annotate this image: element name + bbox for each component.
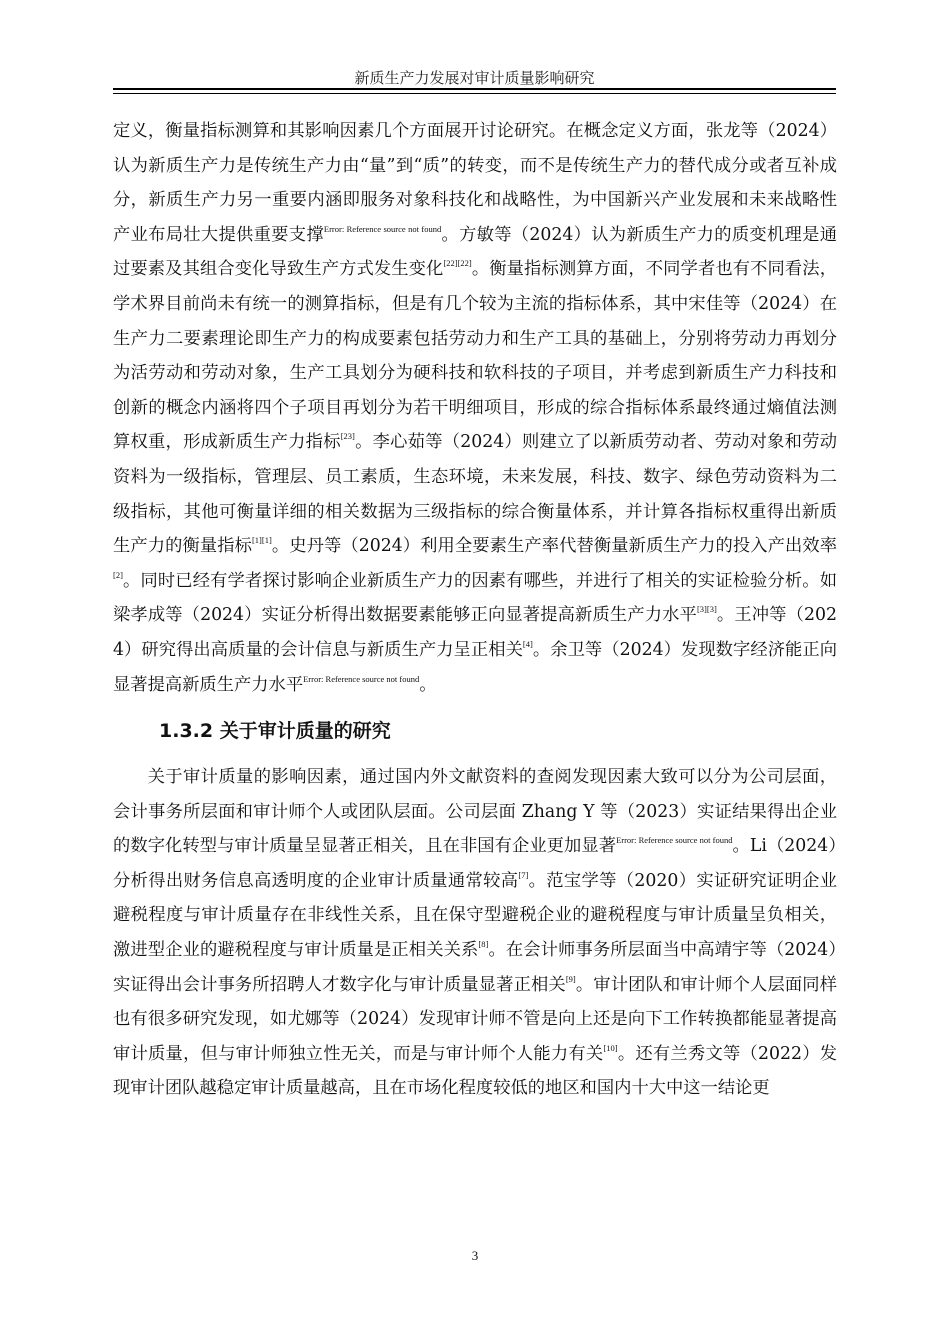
citation-error: Error: Reference source not found (616, 835, 733, 846)
citation: [22][22] (443, 258, 472, 269)
paragraph-concept-measurement (113, 114, 837, 702)
body-text (113, 114, 837, 1106)
citation: [1][1] (251, 535, 272, 546)
text-run: 。李心茹等（2024）则建立了以新质劳动者、劳动对象和劳动资料为一级指标，管理层、员工素质，生态环境，未来发展，科技、数字、绿色劳动资料为二级指标，其他可衡量详细的相关数据为三级指标的综合衡量体系，并计算各指标权重得出新质生产力的衡量指标 (113, 432, 837, 557)
running-header: 新质生产力发展对审计质量影响研究 (354, 69, 595, 87)
text-run: 关于审计质量的影响因素，通过国内外文献资料的查阅发现因素大致可以分为公司层面，会计事务所层面和审计师个人或团队层面。公司层面 Zhang Y 等（2023）实证结果得出企业的数字化转型与审计质量呈显著正相关，且在非国有企业更加显著 (113, 767, 837, 857)
citation: [4] (522, 638, 533, 649)
text-run: 。Li（2024）分析得出财务信息高透明度的企业审计质量通常较高 (113, 836, 837, 891)
citation: [8] (478, 939, 489, 950)
text-run: 。王冲等（2024）研究得出高质量的会计信息与新质生产力呈正相关 (113, 605, 837, 660)
citation: [3][3] (696, 604, 717, 615)
citation-error: Error: Reference source not found (303, 673, 420, 684)
page-number: 3 (471, 1248, 479, 1263)
citation: [10] (603, 1042, 618, 1053)
text-run: 。方敏等（2024）认为新质生产力的质变机理是通过要素及其组合变化导致生产方式发生变化 (113, 224, 837, 280)
text-run: 。衡量指标测算方面，不同学者也有不同看法，学术界目前尚未有统一的测算指标，但是有几个较为主流的指标体系，其中宋佳等（2024）在生产力二要素理论即生产力的构成要素包括劳动力和生产工具的基础上，分别将劳动力再划分为活劳动和劳动对象，生产工具划分为硬科技和软科技的子项目，并考虑到新质生产力科技和创新的概念内涵将四个子项目再划分为若干明细项目，形成的综合指标体系最终通过熵值法测算权重，形成新质生产力指标 (113, 259, 837, 453)
citation: [9] (565, 973, 576, 984)
text-run: 。审计团队和审计师个人层面同样也有很多研究发现，如尤娜等（2024）发现审计师不管是向上还是向下工作转换都能显著提高审计质量，但与审计师独立性无关，而是与审计师个人能力有关 (113, 974, 837, 1064)
text-run: 。还有兰秀文等（2022）发现审计团队越稳定审计质量越高，且在市场化程度较低的地区和国内十大中这一结论更 (113, 1043, 837, 1099)
text-run: 定义，衡量指标测算和其影响因素几个方面展开讨论研究。在概念定义方面，张龙等（2024）认为新质生产力是传统生产力由“量”到“质”的转变，而不是传统生产力的替代成分或者互补成分，新质生产力另一重要内涵即服务对象科技化和战略性，为中国新兴产业发展和未来战略性产业布局壮大提供重要支撑 (113, 121, 837, 245)
header-rule-thick (113, 88, 836, 90)
citation: [23] (340, 431, 355, 442)
text-run: 。史丹等（2024）利用全要素生产率代替衡量新质生产力的投入产出效率 (271, 536, 837, 557)
citation-error: Error: Reference source not found (323, 223, 442, 234)
header-rule-thin (113, 93, 836, 94)
text-run: 。在会计师事务所层面当中高靖宇等（2024）实证得出会计事务所招聘人才数字化与审计质量显著正相关 (113, 940, 837, 995)
text-run: 。余卫等（2024）发现数字经济能正向显著提高新质生产力水平 (113, 639, 838, 695)
section-heading: 1.3.2 关于审计质量的研究 (159, 720, 391, 743)
text-run: 。 (419, 674, 437, 695)
citation: [2] (113, 569, 123, 580)
text-run: 。同时已经有学者探讨影响企业新质生产力的因素有哪些，并进行了相关的实证检验分析。如梁孝成等（2024）实证分析得出数据要素能够正向显著提高新质生产力水平 (113, 570, 837, 626)
paragraph-audit-quality (113, 760, 837, 1106)
text-run: 。范宝学等（2020）实证研究证明企业避税程度与审计质量存在非线性关系，且在保守型避税企业的避税程度与审计质量呈负相关，激进型企业的避税程度与审计质量是正相关关系 (113, 870, 837, 961)
citation: [7] (518, 869, 529, 880)
